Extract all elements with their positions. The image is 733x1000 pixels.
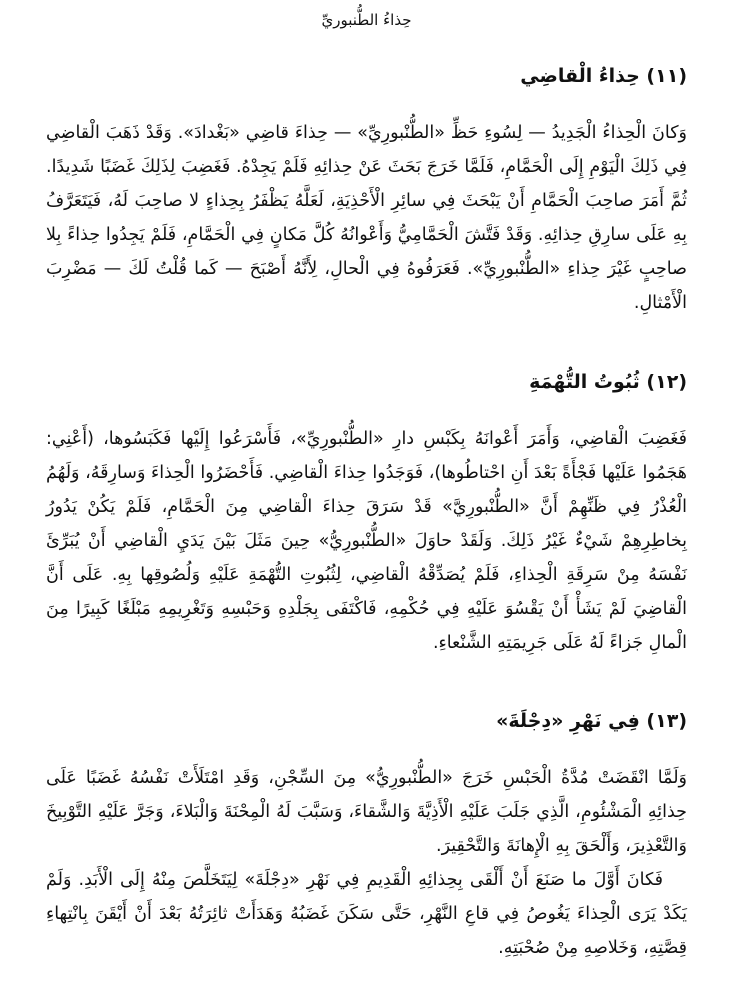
section-11 <box>46 62 687 320</box>
section-13 <box>46 707 687 965</box>
running-header: حِذاءُ الطُّنبوريِّ <box>321 11 412 29</box>
paragraph: وَكانَ الْحِذاءُ الْجَدِيدُ — لِسُوءِ حَظِّ «الطُّنْبورِيِّ» — حِذاءَ قاضِي «بَغْدادَ». وَقَدْ ذَهَبَ الْقاضِي فِي ذَلِكَ الْيَوْمِ إِلَى الْحَمَّامِ، فَلَمَّا خَرَجَ بَحَثَ عَنْ حِذائِهِ فَلَمْ يَجِدْهُ. فَغَضِبَ لِذَلِكَ غَضَبًا شَدِيدًا. ثُمَّ أَمَرَ صاحِبَ الْحَمَّامِ أَنْ يَبْحَثَ فِي سائِرِ الْأَحْذِيَةِ، لَعَلَّهُ يَظْفَرُ بِحِذاءٍ لا صاحِبَ لَهُ، فَيَتَعَرَّفُ بِهِ عَلَى سارِقِ حِذائِهِ. وَقَدْ فَتَّشَ الْحَمَّامِيُّ وَأَعْوانُهُ كُلَّ مَكانٍ فِي الْحَمَّامِ، فَلَمْ يَجِدُوا حِذاءً بِلا صاحِبٍ غَيْرَ حِذاءِ «الطُّنْبورِيِّ». فَعَرَفُوهُ فِي الْحالِ، لِأَنَّهُ أَصْبَحَ — كَما قُلْتُ لَكَ — مَضْرِبَ الْأَمْثالِ. <box>46 123 687 313</box>
section-title: (١١) حِذاءُ الْقاضِي <box>520 65 687 87</box>
section-title: (١٣) فِي نَهْرِ «دِجْلَةَ» <box>496 710 687 732</box>
paragraph: فَكانَ أَوَّلَ ما صَنَعَ أَنْ أَلْقَى بِحِذائِهِ الْقَدِيمِ فِي نَهْرِ «دِجْلَةَ» لِيَتَخَلَّصَ مِنْهُ إِلَى الْأَبَدِ. وَلَمْ يَكَدْ يَرَى الْحِذاءَ يَغُوصُ فِي قاعِ النَّهْرِ، حَتَّى سَكَنَ غَضَبُهُ وَهَدَأَتْ ثائِرَتُهُ بَعْدَ أَنْ أَيْقَنَ بِانْتِهاءِ قِصَّتِهِ، وَخَلاصِهِ مِنْ صُحْبَتِهِ. <box>46 870 687 958</box>
paragraph: وَلَمَّا انْقَضَتْ مُدَّةُ الْحَبْسِ خَرَجَ «الطُّنْبورِيُّ» مِنَ السِّجْنِ، وَقَدِ امْتَلَأَتْ نَفْسُهُ غَضَبًا عَلَى حِذائِهِ الْمَشْئُومِ، الَّذِي جَلَبَ عَلَيْهِ الْأَذِيَّةَ وَالشَّقاءَ، وَسَبَّبَ لَهُ الْمِحْنَةَ وَالْبَلاءَ، وَجَرَّ عَلَيْهِ التَّوْبِيخَ وَالتَّعْذِيرَ، وَأَلْحَقَ بِهِ الْإِهانَةَ وَالتَّحْقِيرَ. <box>46 768 687 856</box>
section-12 <box>46 368 687 660</box>
section-title: (١٢) ثُبُوتُ التُّهْمَةِ <box>529 371 687 393</box>
paragraph: فَغَضِبَ الْقاضِي، وَأَمَرَ أَعْوانَهُ بِكَبْسِ دارِ «الطُّنْبورِيِّ»، فَأَسْرَعُوا إِلَيْها فَكَبَسُوها، (أَعْنِي: هَجَمُوا عَلَيْها فَجْأَةً بَعْدَ أَنِ احْتاطُوها)، فَوَجَدُوا حِذاءَ الْقاضِي. فَأَحْضَرُوا الْحِذاءَ وَسارِقَهُ، وَلَهُمُ الْعُذْرُ فِي ظَنِّهِمْ أَنَّ «الطُّنْبورِيَّ» قَدْ سَرَقَ حِذاءَ الْقاضِي مِنَ الْحَمَّامِ، فَلَمْ يَكُنْ يَدُورُ بِخاطِرِهِمْ شَيْءٌ غَيْرُ ذَلِكَ. وَلَقَدْ حاوَلَ «الطُّنْبورِيُّ» حِينَ مَثَلَ بَيْنَ يَدَيِ الْقاضِي أَنْ يُبَرِّئَ نَفْسَهُ مِنْ سَرِقَةِ الْحِذاءِ، فَلَمْ يُصَدِّقْهُ الْقاضِي، لِثُبُوتِ التُّهْمَةِ عَلَيْهِ وَلُصُوقِها بِهِ. عَلَى أَنَّ الْقاضِيَ لَمْ يَشَأْ أَنْ يَقْسُوَ عَلَيْهِ فِي حُكْمِهِ، فَاكْتَفَى بِجَلْدِهِ وَحَبْسِهِ وَتَغْرِيمِهِ مَبْلَغًا كَبِيرًا مِنَ الْمالِ جَزاءً لَهُ عَلَى جَرِيمَتِهِ الشَّنْعاءِ. <box>46 429 687 653</box>
